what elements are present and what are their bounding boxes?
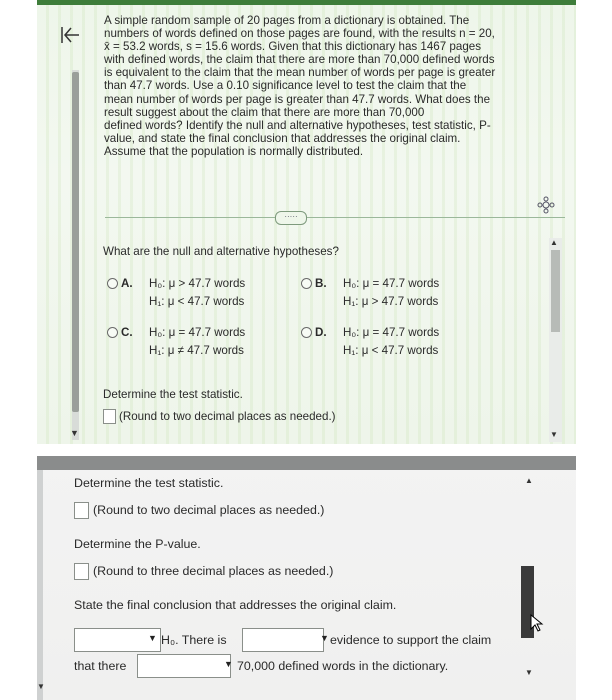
option-a[interactable] [107,277,287,307]
null-hypothesis: H₀: μ = 47.7 words [343,326,440,339]
problem-line: result suggest about the claim that there are more than 70,000 [104,105,425,119]
problem-line: Assume that the population is normally distributed. [104,144,364,158]
p-value-input[interactable] [74,563,89,580]
problem-statement [104,14,509,158]
expand-more-button[interactable]: ····· [275,211,307,225]
panel-header-bar [37,456,576,470]
scroll-down-arrow-icon[interactable]: ▼ [550,430,558,439]
evidence-text: evidence to support the claim [330,633,492,647]
problem-line: is equivalent to the claim that the mean number of words per page is greater [104,66,496,80]
option-letter: A. [121,277,133,290]
option-b[interactable] [301,277,481,307]
rounding-hint: (Round to three decimal places as needed.) [93,564,334,578]
left-scrollbar-track[interactable] [37,470,43,700]
top-bar [37,0,576,5]
option-letter: C. [121,326,133,339]
radio-button[interactable] [301,278,312,289]
answer-panel [37,456,576,700]
scroll-down-arrow-icon[interactable]: ▼ [70,428,79,438]
problem-line: than 47.7 words. Use a 0.10 significance level to test the claim that the [104,79,467,93]
chevron-down-icon[interactable]: ▼ [148,633,157,643]
question-prompt: What are the null and alternative hypotheses? [103,245,339,258]
radio-button[interactable] [107,327,118,338]
alternative-hypothesis: H₁: μ ≠ 47.7 words [149,344,244,357]
test-statistic-input[interactable] [103,409,116,424]
section-divider [105,217,565,218]
alternative-hypothesis: H₁: μ > 47.7 words [343,295,439,308]
problem-line: x̄ = 53.2 words, s = 15.6 words. Given that this dictionary has 1467 pages [104,40,482,54]
alternative-hypothesis: H₁: μ < 47.7 words [343,344,439,357]
panel-gap [37,444,576,456]
scroll-up-arrow-icon[interactable]: ▲ [550,238,558,247]
question-panel [37,0,576,444]
scroll-down-arrow-icon[interactable]: ▼ [525,668,533,677]
that-there-text: that there [74,659,127,673]
chevron-down-icon[interactable]: ▼ [224,659,233,669]
right-scrollbar-thumb[interactable] [551,250,560,332]
option-c[interactable] [107,326,287,356]
null-hypothesis: H₀: μ = 47.7 words [149,326,246,339]
problem-line: mean number of words per page is greater than 47.7 words. What does the [104,92,491,106]
claim-text: 70,000 defined words in the dictionary. [237,659,449,673]
null-hypothesis: H₀: μ > 47.7 words [149,277,246,290]
claim-dropdown[interactable] [137,654,231,678]
evidence-dropdown[interactable] [242,628,324,652]
conclusion-label: State the final conclusion that addresses the original claim. [74,598,397,612]
h0-text: H₀. There is [161,633,227,647]
option-letter: D. [315,326,327,339]
problem-line: value, and state the final conclusion that addresses the original claim. [104,131,461,145]
move-icon[interactable] [537,196,555,214]
rounding-hint: (Round to two decimal places as needed.) [93,503,325,517]
chevron-down-icon[interactable]: ▼ [320,633,329,643]
test-statistic-label: Determine the test statistic. [74,476,224,490]
problem-line: numbers of words defined on those pages are found, with the results n = 20, [104,27,495,41]
test-statistic-input[interactable] [74,502,89,519]
rounding-hint: (Round to two decimal places as needed.) [119,410,336,423]
alternative-hypothesis: H₁: μ < 47.7 words [149,295,245,308]
p-value-label: Determine the P-value. [74,537,201,551]
scroll-up-arrow-icon[interactable]: ▲ [525,476,533,485]
radio-button[interactable] [107,278,118,289]
scroll-down-arrow-icon[interactable]: ▼ [37,682,45,691]
mouse-cursor-icon [530,614,544,632]
option-letter: B. [315,277,327,290]
problem-line: defined words? Identify the null and alternative hypotheses, test statistic, P- [104,118,491,132]
test-statistic-label: Determine the test statistic. [103,388,243,401]
option-d[interactable] [301,326,481,356]
radio-button[interactable] [301,327,312,338]
left-scrollbar-thumb[interactable] [72,72,79,412]
back-arrow-icon[interactable] [59,24,81,46]
problem-line: with defined words, the claim that there are more than 70,000 defined words [104,53,495,67]
problem-line: A simple random sample of 20 pages from a dictionary is obtained. The [104,14,470,27]
null-hypothesis: H₀: μ = 47.7 words [343,277,440,290]
